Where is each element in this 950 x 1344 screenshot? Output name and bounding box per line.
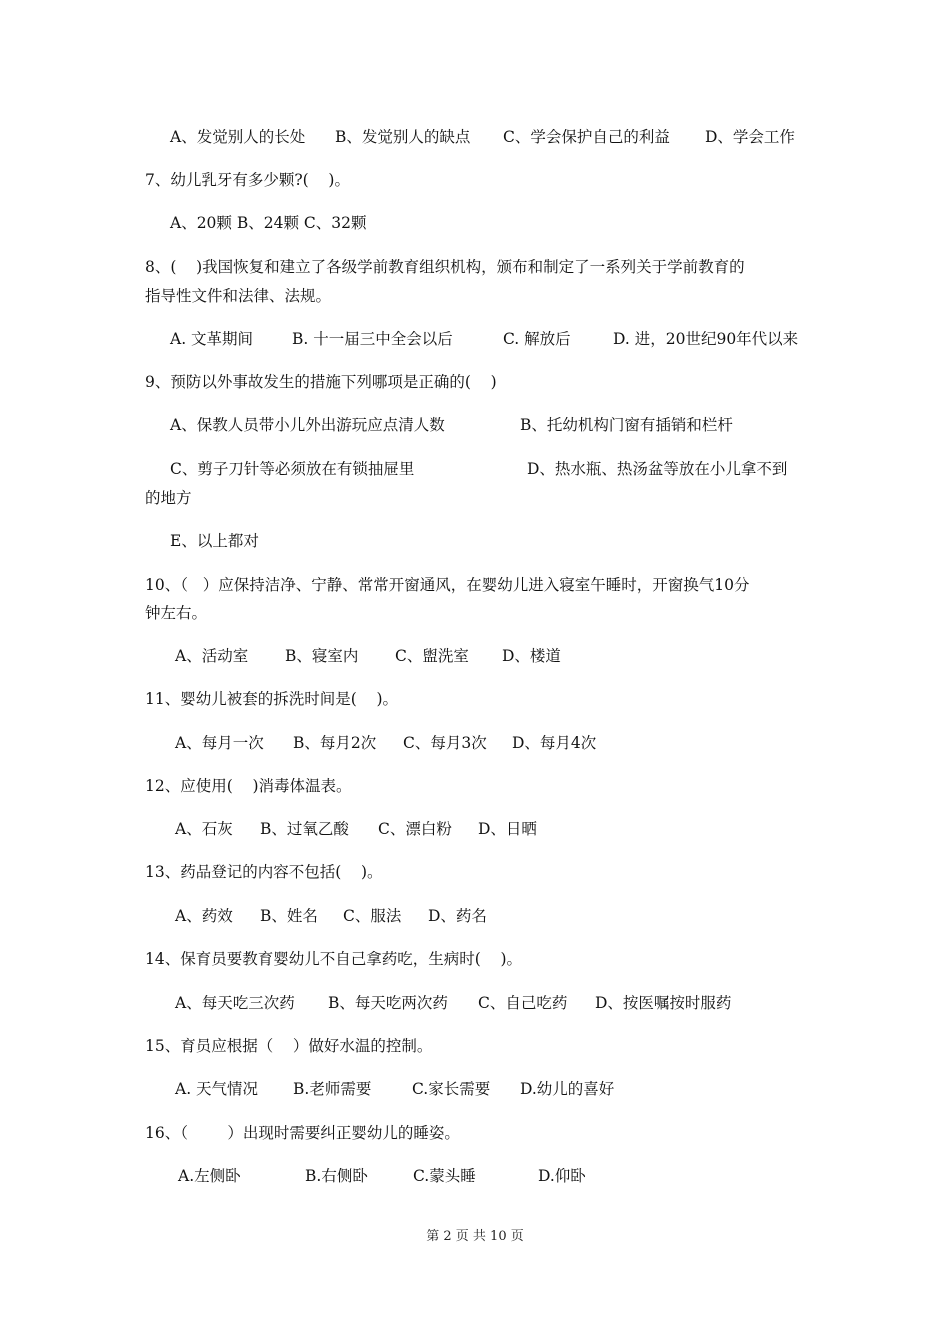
q9-option-d-cont: 的地方 xyxy=(145,489,192,507)
q13-option-c: C、服法 xyxy=(343,907,402,925)
q14-option-b: B、每天吃两次药 xyxy=(328,994,448,1012)
q12-option-b: B、过氧乙酸 xyxy=(260,820,349,838)
q14-option-d: D、按医嘱按时服药 xyxy=(595,994,732,1012)
q8-stem-line1: 8、( )我国恢复和建立了各级学前教育组织机构，颁布和制定了一系列关于学前教育的 xyxy=(145,258,745,276)
q15-option-c: C.家长需要 xyxy=(412,1080,491,1098)
q10-option-b: B、寝室内 xyxy=(285,647,359,665)
q10-option-d: D、楼道 xyxy=(502,647,561,665)
q8-stem-line2: 指导性文件和法律、法规。 xyxy=(145,287,332,305)
q12-option-a: A、石灰 xyxy=(175,820,233,838)
q13-option-b: B、姓名 xyxy=(260,907,318,925)
q15-option-a: A. 天气情况 xyxy=(175,1080,259,1098)
q8-option-c: C. 解放后 xyxy=(503,330,571,348)
q11-option-d: D、每月4次 xyxy=(512,734,597,752)
q12-option-d: D、日晒 xyxy=(478,820,537,838)
q10-stem-line2: 钟左右。 xyxy=(145,604,208,622)
q6-option-b: B、发觉别人的缺点 xyxy=(335,128,471,146)
q12-option-c: C、漂白粉 xyxy=(378,820,452,838)
q7-stem: 7、幼儿乳牙有多少颗?( )。 xyxy=(145,171,350,189)
page-number-footer: 第 2 页 共 10 页 xyxy=(426,1229,524,1244)
q16-option-d: D.仰卧 xyxy=(538,1167,586,1185)
q14-option-c: C、自己吃药 xyxy=(478,994,568,1012)
q9-stem: 9、预防以外事故发生的措施下列哪项是正确的( ) xyxy=(145,373,497,391)
q11-option-c: C、每月3次 xyxy=(403,734,487,752)
q9-option-e: E、以上都对 xyxy=(170,532,259,550)
q9-option-d: D、热水瓶、热汤盆等放在小儿拿不到 xyxy=(527,460,788,478)
q8-option-a: A. 文革期间 xyxy=(170,330,254,348)
q15-option-d: D.幼儿的喜好 xyxy=(520,1080,615,1098)
q6-option-c: C、学会保护自己的利益 xyxy=(503,128,670,146)
q13-option-a: A、药效 xyxy=(175,907,233,925)
q9-option-b: B、托幼机构门窗有插销和栏杆 xyxy=(520,416,733,434)
q16-option-a: A.左侧卧 xyxy=(178,1167,241,1185)
q6-option-d: D、学会工作 xyxy=(705,128,795,146)
q16-option-b: B.右侧卧 xyxy=(305,1167,368,1185)
q7-options: A、20颗 B、24颗 C、32颗 xyxy=(170,214,367,232)
q15-stem: 15、育员应根据（ ）做好水温的控制。 xyxy=(145,1037,433,1055)
q15-option-b: B.老师需要 xyxy=(293,1080,372,1098)
q16-stem: 16、（ ）出现时需要纠正婴幼儿的睡姿。 xyxy=(145,1124,460,1142)
q10-option-c: C、盥洗室 xyxy=(395,647,469,665)
q14-option-a: A、每天吃三次药 xyxy=(175,994,295,1012)
q8-option-b: B. 十一届三中全会以后 xyxy=(292,330,453,348)
q11-stem: 11、婴幼儿被套的拆洗时间是( )。 xyxy=(145,690,399,708)
q12-stem: 12、应使用( )消毒体温表。 xyxy=(145,777,352,795)
q10-stem-line1: 10、（ ）应保持洁净、宁静、常常开窗通风，在婴幼儿进入寝室午睡时，开窗换气10分 xyxy=(145,576,750,594)
q10-option-a: A、活动室 xyxy=(175,647,249,665)
q13-stem: 13、药品登记的内容不包括( )。 xyxy=(145,863,383,881)
q9-option-a: A、保教人员带小儿外出游玩应点清人数 xyxy=(170,416,445,434)
q16-option-c: C.蒙头睡 xyxy=(413,1167,476,1185)
q11-option-b: B、每月2次 xyxy=(293,734,377,752)
q13-option-d: D、药名 xyxy=(428,907,487,925)
q11-option-a: A、每月一次 xyxy=(175,734,264,752)
q14-stem: 14、保育员要教育婴幼儿不自己拿药吃，生病时( )。 xyxy=(145,950,523,968)
q6-option-a: A、发觉别人的长处 xyxy=(170,128,306,146)
q9-option-c: C、剪子刀针等必须放在有锁抽屉里 xyxy=(170,460,415,478)
q8-option-d: D. 进，20世纪90年代以来 xyxy=(613,330,799,348)
